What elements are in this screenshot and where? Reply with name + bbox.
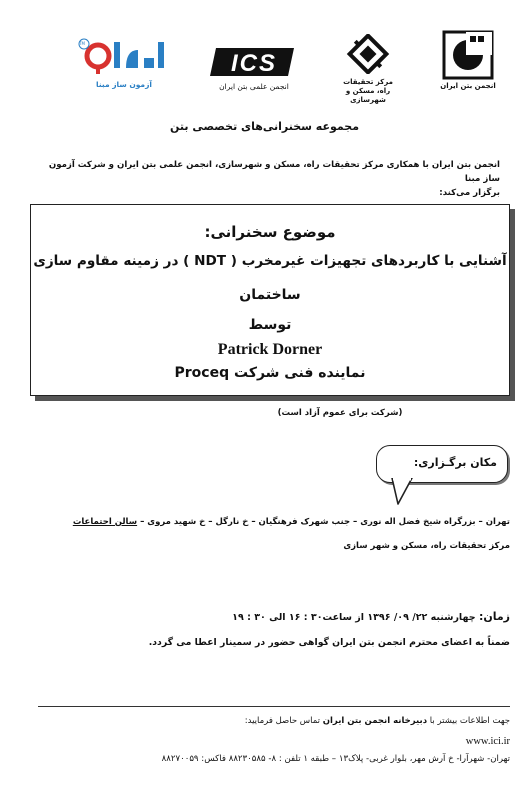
ics-logo-mark bbox=[208, 46, 300, 78]
venue-hall: سالن اجتماعات bbox=[72, 517, 138, 527]
callout-tail bbox=[390, 478, 420, 506]
intro-line1: انجمن بتن ایران با همکاری مرکز تحقیقات راه، مسکن و شهرسازی، انجمن علمی بتن ایران و شرکت آزمون ساز مبنا bbox=[48, 160, 500, 184]
public-note: (شرکت برای عموم آزاد است) bbox=[277, 408, 403, 418]
azmoon-caption: آزمون ساز مبنا bbox=[96, 80, 152, 89]
website-link[interactable]: www.ici.ir bbox=[465, 736, 510, 747]
schedule-value: چهارشنبه ۲۲/ ۰۹/ ۱۳۹۶ از ساعت۳۰ : ۱۶ الی ۳۰ : ۱۹ bbox=[232, 612, 476, 623]
contact-line bbox=[30, 716, 510, 726]
speaker-name: Patrick Dorner bbox=[217, 341, 323, 358]
bhrc-logo-mark bbox=[330, 34, 406, 74]
venue-address-main: تهران – بزرگراه شیخ فضل اله نوری – جنب شهرک فرهنگیان – خ نارگل – خ شهید مروی – bbox=[137, 517, 510, 527]
schedule-row bbox=[40, 610, 510, 623]
venue-address-line1 bbox=[40, 517, 510, 527]
logo-row bbox=[0, 0, 529, 112]
schedule-label: زمان: bbox=[478, 610, 510, 623]
svg-text:ICS: ICS bbox=[230, 50, 278, 77]
bhrc-logo bbox=[330, 34, 406, 104]
ici-caption: انجمن بتن ایران bbox=[440, 82, 496, 90]
ics-caption: انجمن علمی بتن ایران bbox=[219, 82, 289, 91]
series-title: مجموعه سخنرانی‌های تخصصی بتن bbox=[169, 120, 359, 133]
azmoon-tm: TM bbox=[79, 41, 85, 46]
ici-logo-mark bbox=[432, 30, 504, 80]
by-label: توسط bbox=[248, 317, 292, 333]
venue-label: مکان برگـزاری: bbox=[413, 456, 497, 469]
azmoon-logo-mark bbox=[74, 36, 174, 76]
topic-title-line1: آشنایی با کاربردهای تجهیزات غیرمخرب ( NDT ) در زمینه مقاوم سازی bbox=[33, 253, 507, 269]
topic-box bbox=[30, 204, 510, 396]
contact-prefix: جهت اطلاعات بیشتر با bbox=[427, 716, 510, 726]
ics-logo bbox=[208, 46, 300, 96]
venue-address-line2: مرکز تحقیقات راه، مسکن و شهر سازی bbox=[343, 541, 510, 551]
ici-logo bbox=[432, 30, 504, 100]
contact-suffix: تماس حاصل فرمایید: bbox=[244, 716, 323, 726]
bhrc-caption-line1: مرکز تحقیقات bbox=[343, 78, 393, 86]
intro-line2: برگزار می‌کند: bbox=[439, 188, 500, 198]
topic-title-line2: ساختمان bbox=[239, 287, 301, 303]
azmoon-logo bbox=[74, 36, 174, 94]
bhrc-caption-line2: راه، مسکن و شهرسازی bbox=[345, 87, 391, 104]
address-line: تهران- شهرآرا- خ آرش مهر، بلوار غربی- پلاک۱۳ – طبقه ۱ تلفن : ۸- ۸۸۲۳۰۵۸۵ فاکس: ۸۸۲۷۰۰۵۹ bbox=[161, 754, 510, 764]
topic-label: موضوع سخنرانی: bbox=[204, 223, 336, 241]
contact-secretariat: دبیرخانه انجمن بتن ایران bbox=[322, 716, 428, 726]
footer-divider bbox=[38, 706, 510, 707]
speaker-affiliation: نماینده فنی شرکت Proceq bbox=[174, 365, 366, 381]
intro-paragraph bbox=[30, 158, 500, 200]
certificate-note: ضمناً به اعضای محترم انجمن بتن ایران گواهی حضور در سمینار اعطا می گردد. bbox=[148, 637, 510, 648]
